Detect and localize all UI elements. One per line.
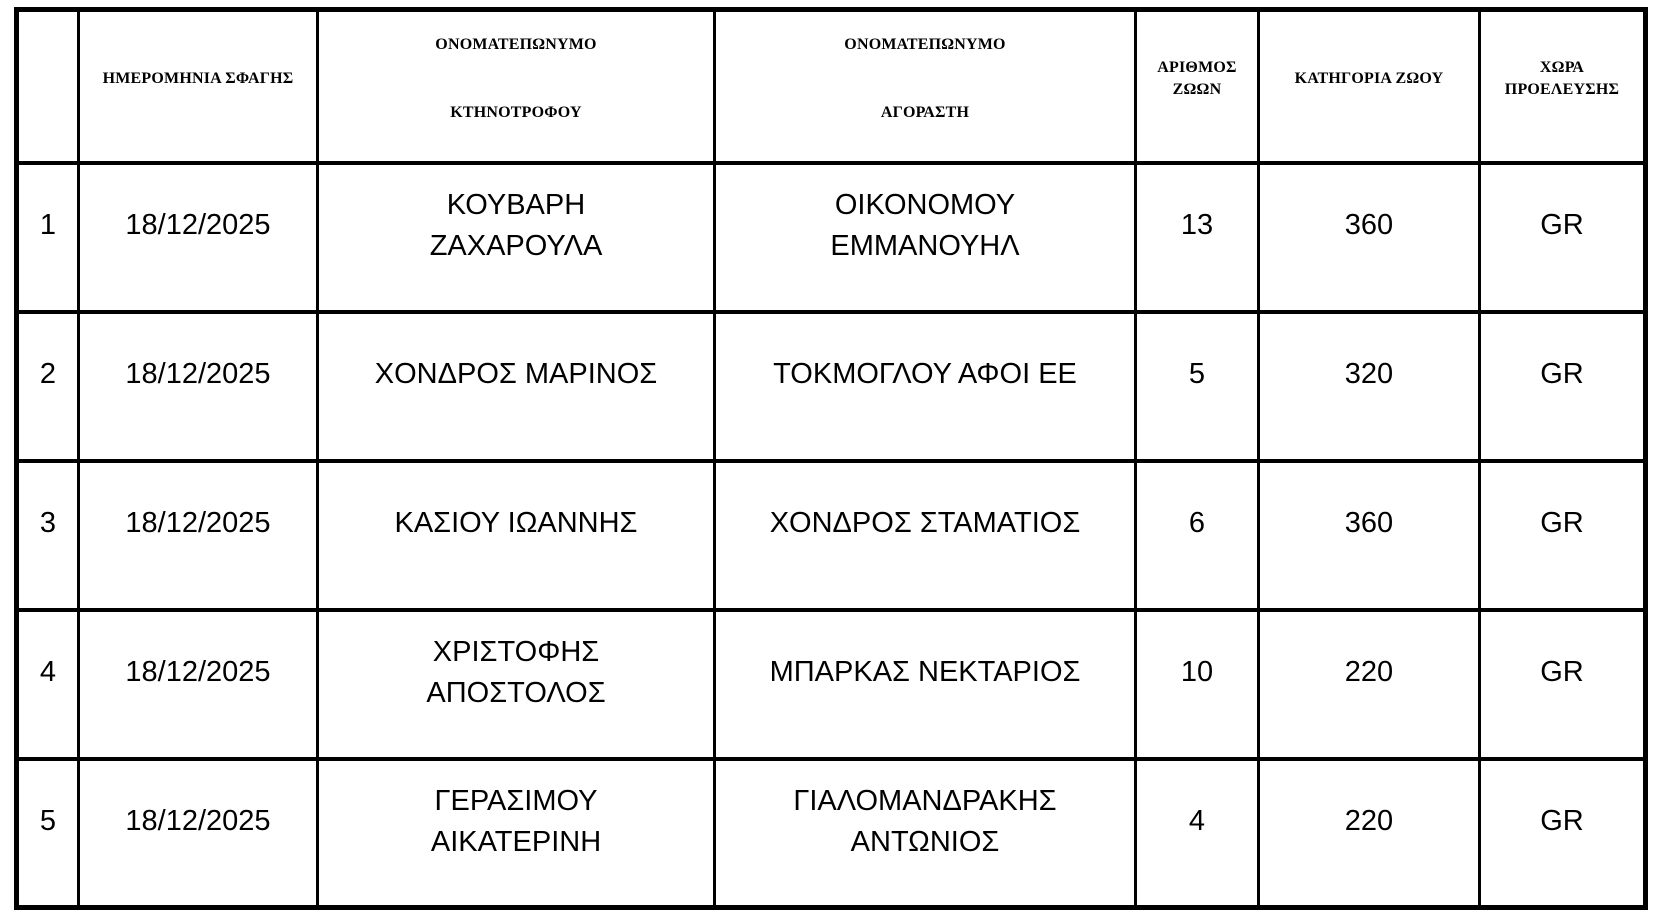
cell-slaughter_date [79, 759, 318, 908]
cell-row_number [17, 610, 79, 759]
header-line: ΗΜΕΡΟΜΗΝΙΑ ΣΦΑΓΗΣ [102, 70, 294, 88]
column-header-text [25, 12, 71, 161]
column-header-text [1143, 12, 1251, 161]
cell-slaughter_date [79, 312, 318, 461]
cell-row_number [17, 312, 79, 461]
cell-text: ΑΝΤΩΝΙΟΣ [850, 825, 1000, 858]
cell-text: GR [1540, 507, 1584, 540]
table-body [17, 163, 1646, 908]
cell-text: ΤΟΚΜΟΓΛΟΥ ΑΦΟΙ ΕΕ [773, 358, 1077, 391]
cell-text: ΚΟΥΒΑΡΗ [446, 188, 586, 221]
table-row [17, 461, 1646, 610]
cell-origin_country [1480, 610, 1646, 759]
cell-animal_category [1259, 312, 1480, 461]
cell-origin_country [1480, 312, 1646, 461]
header-line: ΑΓΟΡΑΣΤΗ [880, 104, 970, 122]
cell-buyer_name [715, 312, 1136, 461]
cell-text: 18/12/2025 [125, 656, 271, 689]
column-header-farmer_name [318, 10, 715, 163]
cell-animal_category [1259, 610, 1480, 759]
column-header-text [86, 12, 310, 161]
cell-farmer_name [318, 312, 715, 461]
cell-text: ΧΟΝΔΡΟΣ ΜΑΡΙΝΟΣ [374, 358, 658, 391]
cell-text: 1 [39, 209, 57, 242]
cell-animal_count [1136, 610, 1259, 759]
cell-text: 13 [1180, 209, 1214, 242]
cell-farmer_name [318, 759, 715, 908]
cell-text: ΚΑΣΙΟΥ ΙΩΑΝΝΗΣ [394, 507, 638, 540]
header-line: ΟΝΟΜΑΤΕΠΩΝΥΜΟ [435, 35, 597, 53]
cell-text: ΓΙΑΛΟΜΑΝΔΡΑΚΗΣ [793, 784, 1057, 817]
cell-text: ΟΙΚΟΝΟΜΟΥ [834, 188, 1016, 221]
cell-text: 18/12/2025 [125, 358, 271, 391]
cell-farmer_name [318, 163, 715, 312]
column-header-text [722, 12, 1128, 161]
cell-text: 18/12/2025 [125, 209, 271, 242]
cell-text: ΖΑΧΑΡΟΥΛΑ [429, 230, 603, 262]
cell-text: 4 [39, 656, 57, 689]
table-row [17, 163, 1646, 312]
cell-origin_country [1480, 461, 1646, 610]
table-row [17, 759, 1646, 908]
cell-row_number [17, 461, 79, 610]
header-line: ΟΝΟΜΑΤΕΠΩΝΥΜΟ [844, 35, 1006, 53]
cell-text: 4 [1188, 805, 1206, 838]
cell-buyer_name [715, 461, 1136, 610]
header-row [17, 10, 1646, 163]
cell-text: 360 [1344, 209, 1394, 242]
cell-slaughter_date [79, 163, 318, 312]
cell-text: ΓΕΡΑΣΙΜΟΥ [434, 784, 598, 817]
cell-animal_category [1259, 759, 1480, 908]
cell-text: 5 [1188, 358, 1206, 391]
cell-text: ΜΠΑΡΚΑΣ ΝΕΚΤΑΡΙΟΣ [769, 656, 1081, 689]
cell-animal_category [1259, 163, 1480, 312]
cell-text: 3 [39, 507, 57, 540]
cell-text: GR [1540, 358, 1584, 391]
cell-farmer_name [318, 461, 715, 610]
header-line: ΧΩΡΑ [1539, 58, 1585, 76]
cell-text: GR [1540, 656, 1584, 689]
cell-text: 18/12/2025 [125, 507, 271, 540]
cell-buyer_name [715, 610, 1136, 759]
slaughter-registry-table [14, 7, 1648, 910]
cell-animal_count [1136, 759, 1259, 908]
cell-text: 10 [1180, 656, 1214, 689]
header-line: ΚΤΗΝΟΤΡΟΦΟΥ [450, 104, 582, 122]
table-header [17, 10, 1646, 163]
cell-text: ΑΠΟΣΤΟΛΟΣ [426, 677, 606, 709]
cell-slaughter_date [79, 461, 318, 610]
column-header-text [1266, 12, 1472, 161]
cell-text: GR [1540, 805, 1584, 838]
header-line: ΠΡΟΕΛΕΥΣΗΣ [1504, 81, 1620, 99]
cell-buyer_name [715, 759, 1136, 908]
cell-origin_country [1480, 163, 1646, 312]
cell-row_number [17, 759, 79, 908]
cell-text: 320 [1344, 358, 1394, 391]
cell-animal_category [1259, 461, 1480, 610]
table-row [17, 312, 1646, 461]
cell-origin_country [1480, 759, 1646, 908]
cell-slaughter_date [79, 610, 318, 759]
column-header-slaughter_date [79, 10, 318, 163]
header-line: ΖΩΩΝ [1172, 81, 1222, 99]
cell-animal_count [1136, 163, 1259, 312]
cell-animal_count [1136, 461, 1259, 610]
header-line: ΚΑΤΗΓΟΡΙΑ ΖΩΟΥ [1294, 70, 1444, 88]
column-header-text [1487, 12, 1637, 161]
cell-text: ΧΟΝΔΡΟΣ ΣΤΑΜΑΤΙΟΣ [769, 507, 1081, 540]
cell-text: 18/12/2025 [125, 805, 271, 838]
cell-farmer_name [318, 610, 715, 759]
cell-row_number [17, 163, 79, 312]
cell-text: 360 [1344, 507, 1394, 540]
cell-text: 220 [1344, 656, 1394, 689]
cell-text: ΑΙΚΑΤΕΡΙΝΗ [430, 825, 602, 858]
cell-text: ΕΜΜΑΝΟΥΗΛ [830, 230, 1020, 262]
header-line: ΑΡΙΘΜΟΣ [1157, 58, 1237, 76]
column-header-buyer_name [715, 10, 1136, 163]
cell-text: 5 [39, 805, 57, 838]
cell-text: 220 [1344, 805, 1394, 838]
column-header-row_number [17, 10, 79, 163]
table-row [17, 610, 1646, 759]
cell-text: GR [1540, 209, 1584, 242]
column-header-origin_country [1480, 10, 1646, 163]
cell-buyer_name [715, 163, 1136, 312]
cell-text: 6 [1188, 507, 1206, 540]
column-header-animal_count [1136, 10, 1259, 163]
column-header-animal_category [1259, 10, 1480, 163]
column-header-text [325, 12, 707, 161]
cell-text: 2 [39, 358, 57, 391]
cell-animal_count [1136, 312, 1259, 461]
cell-text: ΧΡΙΣΤΟΦΗΣ [432, 635, 600, 668]
